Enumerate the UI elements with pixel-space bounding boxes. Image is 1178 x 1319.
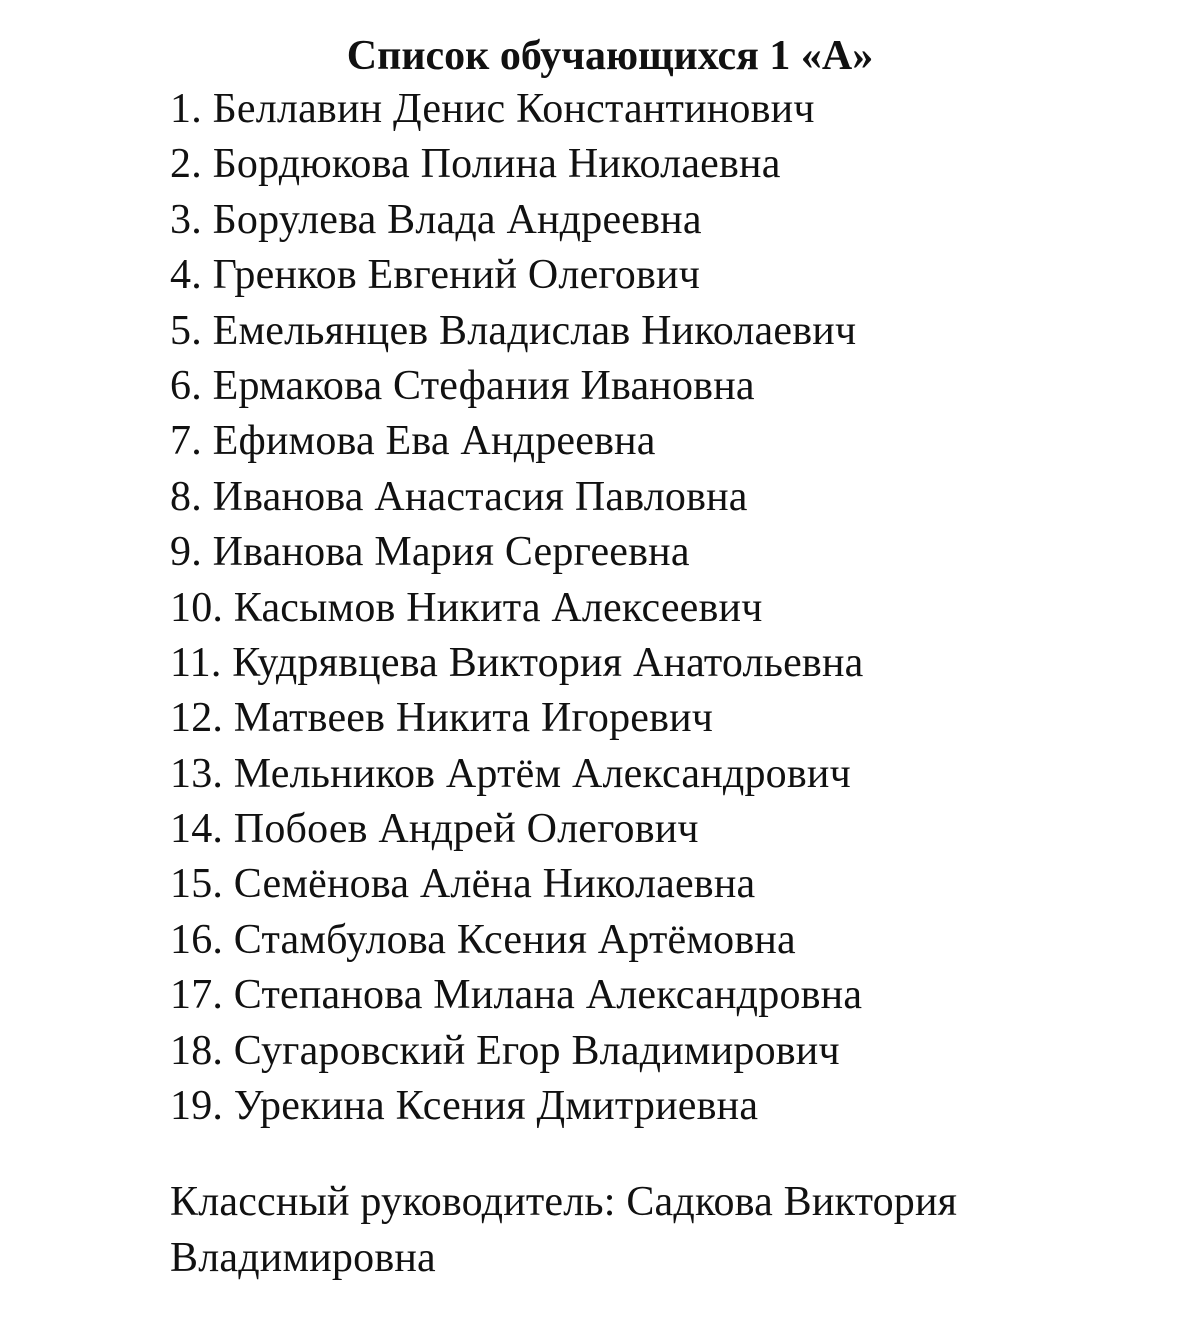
list-item: 9. Иванова Мария Сергеевна (170, 529, 690, 576)
list-item: 7. Ефимова Ева Андреевна (170, 418, 656, 465)
list-item: 19. Урекина Ксения Дмитриевна (170, 1083, 759, 1130)
class-teacher: Классный руководитель: Садкова Виктория Владимировна (170, 1179, 958, 1281)
list-item: 3. Борулева Влада Андреевна (170, 196, 702, 243)
list-item: 14. Побоев Андрей Олегович (170, 806, 699, 853)
list-item: 17. Степанова Милана Александровна (170, 972, 863, 1019)
list-item: 10. Касымов Никита Алексеевич (170, 584, 763, 631)
list-item: 16. Стамбулова Ксения Артёмовна (170, 916, 796, 963)
list-item: 12. Матвеев Никита Игоревич (170, 695, 714, 742)
document-title: Список обучающихся 1 «А» (346, 33, 874, 79)
list-item: 5. Емельянцев Владислав Николаевич (170, 307, 857, 354)
list-item: 15. Семёнова Алёна Николаевна (170, 861, 756, 908)
list-item: 2. Бордюкова Полина Николаевна (170, 141, 781, 188)
list-item: 8. Иванова Анастасия Павловна (170, 473, 748, 520)
list-item: 13. Мельников Артём Александрович (170, 750, 851, 797)
student-list (170, 82, 863, 1134)
list-item: 6. Ермакова Стефания Ивановна (170, 362, 755, 409)
list-item: 4. Гренков Евгений Олегович (170, 252, 701, 299)
list-item: 18. Сугаровский Егор Владимирович (170, 1027, 840, 1074)
list-item: 1. Беллавин Денис Константинович (170, 86, 815, 132)
list-item: 11. Кудрявцева Виктория Анатольевна (170, 639, 864, 686)
